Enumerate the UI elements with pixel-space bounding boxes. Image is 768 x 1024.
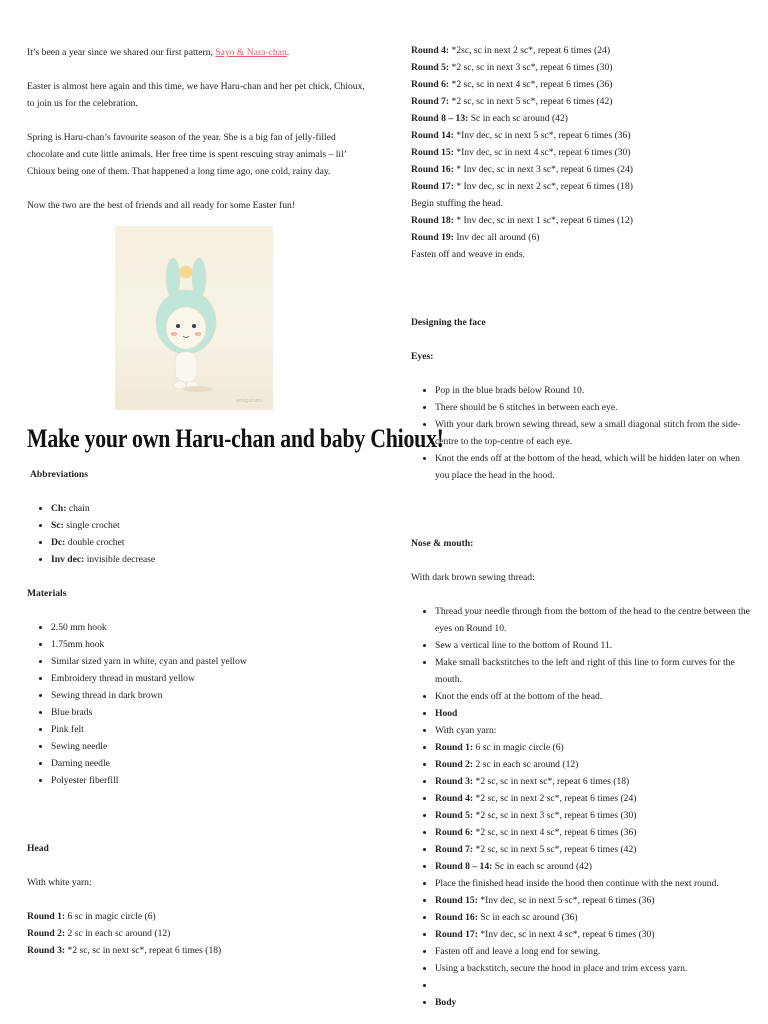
round-label: Round 17: bbox=[435, 929, 478, 940]
head-round-line bbox=[411, 212, 751, 229]
round-label: Round 5: bbox=[435, 810, 474, 821]
round-label: Round 1: bbox=[435, 742, 474, 753]
head-round-line bbox=[27, 925, 367, 942]
nose-hood-step bbox=[435, 977, 751, 994]
round-text: 6 sc in magic circle (6) bbox=[65, 911, 156, 922]
round-text: *2 sc, sc in next sc*, repeat 6 times (18) bbox=[473, 776, 630, 787]
designing-face-heading: Designing the face bbox=[411, 317, 486, 328]
nose-hood-step bbox=[435, 722, 751, 739]
round-text: Using a backstitch, secure the hood in place and trim excess yarn. bbox=[435, 963, 688, 974]
nose-hood-step bbox=[435, 926, 751, 943]
eyes-step: • With your dark brown sewing thread, sew a small diagonal stitch from the side-centre to the top-centre of each eye. bbox=[435, 416, 751, 450]
head-rounds-right bbox=[411, 42, 751, 263]
round-text: 6 sc in magic circle (6) bbox=[473, 742, 564, 753]
nose-hood-step bbox=[435, 960, 751, 977]
abbreviation-item bbox=[51, 500, 367, 517]
round-text: 2 sc in each sc around (12) bbox=[65, 928, 171, 939]
intro-text: It’s been a year since we shared our first pattern, bbox=[27, 47, 216, 58]
intro-paragraph-2: Easter is almost here again and this time, we have Haru-chan and her pet chick, Chioux, to join us for the celebration. bbox=[27, 81, 365, 109]
head-round-line bbox=[411, 246, 751, 263]
round-text: *2 sc, sc in next 5 sc*, repeat 6 times (42) bbox=[449, 96, 613, 107]
intro-paragraph-4: Now the two are the best of friends and all ready for some Easter fun! bbox=[27, 200, 295, 211]
material-item: • Polyester fiberfill bbox=[51, 772, 367, 789]
head-round-line bbox=[411, 110, 751, 127]
round-text: Sc in each sc around (36) bbox=[477, 912, 578, 923]
round-text: Make small backstitches to the left and right of this line to form curves for the mouth. bbox=[435, 657, 735, 685]
eyes-heading: Eyes: bbox=[411, 351, 434, 362]
round-text: Sew a vertical line to the bottom of Round 11. bbox=[435, 640, 613, 651]
nose-intro: With dark brown sewing thread: bbox=[411, 572, 535, 583]
round-text: 2 sc in each sc around (12) bbox=[473, 759, 579, 770]
right-column bbox=[411, 42, 751, 1011]
abbreviation-item bbox=[51, 551, 367, 568]
material-item: • Darning needle bbox=[51, 755, 367, 772]
round-text: *Inv dec, sc in next 4 sc*, repeat 6 times (30) bbox=[477, 929, 655, 940]
abbreviation-term: Dc: bbox=[51, 537, 66, 548]
head-heading: Head bbox=[27, 843, 49, 854]
abbreviation-term: Sc: bbox=[51, 520, 64, 531]
abbreviation-term: Inv dec: bbox=[51, 554, 85, 565]
head-round-line bbox=[411, 195, 751, 212]
round-label: Round 7: bbox=[411, 96, 450, 107]
round-label: Round 16: bbox=[435, 912, 478, 923]
material-item: • Pink felt bbox=[51, 721, 367, 738]
round-label: Round 5: bbox=[411, 62, 450, 73]
head-round-line bbox=[411, 59, 751, 76]
haru-chan-photo bbox=[115, 226, 273, 410]
nose-hood-step bbox=[435, 875, 751, 892]
head-round-line bbox=[411, 229, 751, 246]
head-round-line bbox=[27, 908, 367, 925]
abbreviation-desc: single crochet bbox=[63, 520, 120, 531]
head-round-line bbox=[411, 93, 751, 110]
round-text: Begin stuffing the head. bbox=[411, 198, 504, 209]
abbreviation-item bbox=[51, 534, 367, 551]
head-round-line bbox=[411, 42, 751, 59]
round-text: Sc in each sc around (42) bbox=[492, 861, 592, 872]
sayo-nara-chan-link[interactable]: Sayo & Nara-chan bbox=[215, 47, 287, 58]
nose-hood-step bbox=[435, 688, 751, 705]
material-item: • Sewing thread in dark brown bbox=[51, 687, 367, 704]
round-text: *2 sc, sc in next 4 sc*, repeat 6 times (36) bbox=[473, 827, 637, 838]
round-text: *2 sc, sc in next 3 sc*, repeat 6 times (30) bbox=[449, 62, 613, 73]
nose-hood-step bbox=[435, 909, 751, 926]
round-label: Hood bbox=[435, 708, 458, 719]
round-text: Fasten off and leave a long end for sewing. bbox=[435, 946, 601, 957]
round-label: Round 3: bbox=[435, 776, 474, 787]
round-label: Round 15: bbox=[411, 147, 454, 158]
round-text: Place the finished head inside the hood then continue with the next round. bbox=[435, 878, 719, 889]
nose-hood-step bbox=[435, 943, 751, 960]
material-item: • 2.50 mm hook bbox=[51, 619, 367, 636]
nose-hood-step bbox=[435, 858, 751, 875]
round-text: *2sc, sc in next 2 sc*, repeat 6 times (24) bbox=[449, 45, 611, 56]
round-label: Body bbox=[435, 997, 457, 1008]
round-label: Round 16: bbox=[411, 164, 454, 175]
material-item: • 1.75mm hook bbox=[51, 636, 367, 653]
nose-hood-list bbox=[411, 603, 751, 1011]
nose-hood-step bbox=[435, 603, 751, 637]
abbreviation-item bbox=[51, 517, 367, 534]
round-text: Thread your needle through from the bottom of the head to the centre between the eyes on Round 10. bbox=[435, 606, 750, 634]
round-label: Round 18: bbox=[411, 215, 454, 226]
material-item: • Similar sized yarn in white, cyan and pastel yellow bbox=[51, 653, 367, 670]
round-text: *2 sc, sc in next 3 sc*, repeat 6 times (30) bbox=[473, 810, 637, 821]
nose-hood-step bbox=[435, 994, 751, 1011]
photo-watermark: amigurumi bbox=[235, 398, 263, 404]
material-item: • Sewing needle bbox=[51, 738, 367, 755]
round-text: * Inv dec, sc in next 1 sc*, repeat 6 times (12) bbox=[453, 215, 633, 226]
head-round-line bbox=[411, 76, 751, 93]
nose-hood-step bbox=[435, 807, 751, 824]
eyes-step: • Pop in the blue brads below Round 10. bbox=[435, 382, 751, 399]
material-item: • Embroidery thread in mustard yellow bbox=[51, 670, 367, 687]
round-text: *Inv dec, sc in next 4 sc*, repeat 6 times (30) bbox=[453, 147, 631, 158]
round-label: Round 8 – 13: bbox=[411, 113, 469, 124]
round-label: Round 2: bbox=[27, 928, 66, 939]
round-text: * Inv dec, sc in next 3 sc*, repeat 6 times (24) bbox=[453, 164, 633, 175]
round-label: Round 8 – 14: bbox=[435, 861, 493, 872]
abbreviation-desc: chain bbox=[66, 503, 90, 514]
intro-period: . bbox=[286, 47, 290, 58]
abbreviation-term: Ch: bbox=[51, 503, 67, 514]
round-text: Knot the ends off at the bottom of the head. bbox=[435, 691, 603, 702]
abbreviations-heading: Abbreviations bbox=[30, 469, 88, 480]
abbreviation-desc: invisible decrease bbox=[84, 554, 156, 565]
nose-hood-step bbox=[435, 841, 751, 858]
intro-paragraph-1 bbox=[27, 44, 367, 61]
round-label: Round 7: bbox=[435, 844, 474, 855]
round-label: Round 19: bbox=[411, 232, 454, 243]
head-round-line bbox=[411, 127, 751, 144]
nose-hood-step bbox=[435, 892, 751, 909]
round-text: With cyan yarn: bbox=[435, 725, 497, 736]
head-round-line bbox=[411, 144, 751, 161]
nose-hood-step bbox=[435, 756, 751, 773]
round-text: *2 sc, sc in next 5 sc*, repeat 6 times (42) bbox=[473, 844, 637, 855]
round-label: Round 15: bbox=[435, 895, 478, 906]
nose-hood-step bbox=[435, 773, 751, 790]
head-intro: With white yarn: bbox=[27, 877, 92, 888]
intro-paragraph-3: Spring is Haru-chan’s favourite season of the year. She is a big fan of jelly-filled chocolate and cute little animals. Her free time is spent rescuing stray animals – lil’ Chioux being one of them. That happened a long time ago, one cold, rainy day. bbox=[27, 132, 347, 177]
round-text: *Inv dec, sc in next 5 sc*, repeat 6 times (36) bbox=[477, 895, 655, 906]
head-round-line bbox=[411, 161, 751, 178]
round-text: *2 sc, sc in next sc*, repeat 6 times (18) bbox=[65, 945, 222, 956]
round-label: Round 2: bbox=[435, 759, 474, 770]
round-text: *Inv dec, sc in next 5 sc*, repeat 6 times (36) bbox=[453, 130, 631, 141]
nose-hood-step bbox=[435, 790, 751, 807]
round-label: Round 14: bbox=[411, 130, 454, 141]
round-text: *2 sc, sc in next 4 sc*, repeat 6 times (36) bbox=[449, 79, 613, 90]
material-item: • Blue brads bbox=[51, 704, 367, 721]
pattern-title: Make your own Haru-chan and baby Chioux! bbox=[27, 424, 444, 453]
haru-chan-doll-illustration bbox=[115, 226, 273, 410]
round-text: * Inv dec, sc in next 2 sc*, repeat 6 times (18) bbox=[453, 181, 633, 192]
eyes-list bbox=[411, 382, 751, 484]
round-label: Round 6: bbox=[435, 827, 474, 838]
head-rounds-left bbox=[27, 908, 367, 959]
nose-hood-step bbox=[435, 824, 751, 841]
abbreviation-desc: double crochet bbox=[65, 537, 125, 548]
round-text: Inv dec all around (6) bbox=[453, 232, 540, 243]
nose-hood-step bbox=[435, 637, 751, 654]
eyes-step: • There should be 6 stitches in between each eye. bbox=[435, 399, 751, 416]
round-label: Round 3: bbox=[27, 945, 66, 956]
photo-shadow bbox=[183, 386, 213, 392]
nose-hood-step bbox=[435, 739, 751, 756]
nose-hood-step bbox=[435, 654, 751, 688]
round-label: Round 17: bbox=[411, 181, 454, 192]
round-text: *2 sc, sc in next 2 sc*, repeat 6 times (24) bbox=[473, 793, 637, 804]
round-label: Round 6: bbox=[411, 79, 450, 90]
nose-hood-step bbox=[435, 705, 751, 722]
head-round-line bbox=[411, 178, 751, 195]
head-round-line bbox=[27, 942, 367, 959]
nose-mouth-heading: Nose & mouth: bbox=[411, 538, 474, 549]
round-label: Round 1: bbox=[27, 911, 66, 922]
round-text: Fasten off and weave in ends. bbox=[411, 249, 525, 260]
eyes-step: • Knot the ends off at the bottom of the head, which will be hidden later on when you place the head in the hood. bbox=[435, 450, 751, 484]
materials-heading: Materials bbox=[27, 588, 67, 599]
abbreviations-list bbox=[27, 500, 367, 568]
round-label: Round 4: bbox=[435, 793, 474, 804]
round-label: Round 4: bbox=[411, 45, 450, 56]
materials-list bbox=[27, 619, 367, 789]
round-text: Sc in each sc around (42) bbox=[468, 113, 568, 124]
